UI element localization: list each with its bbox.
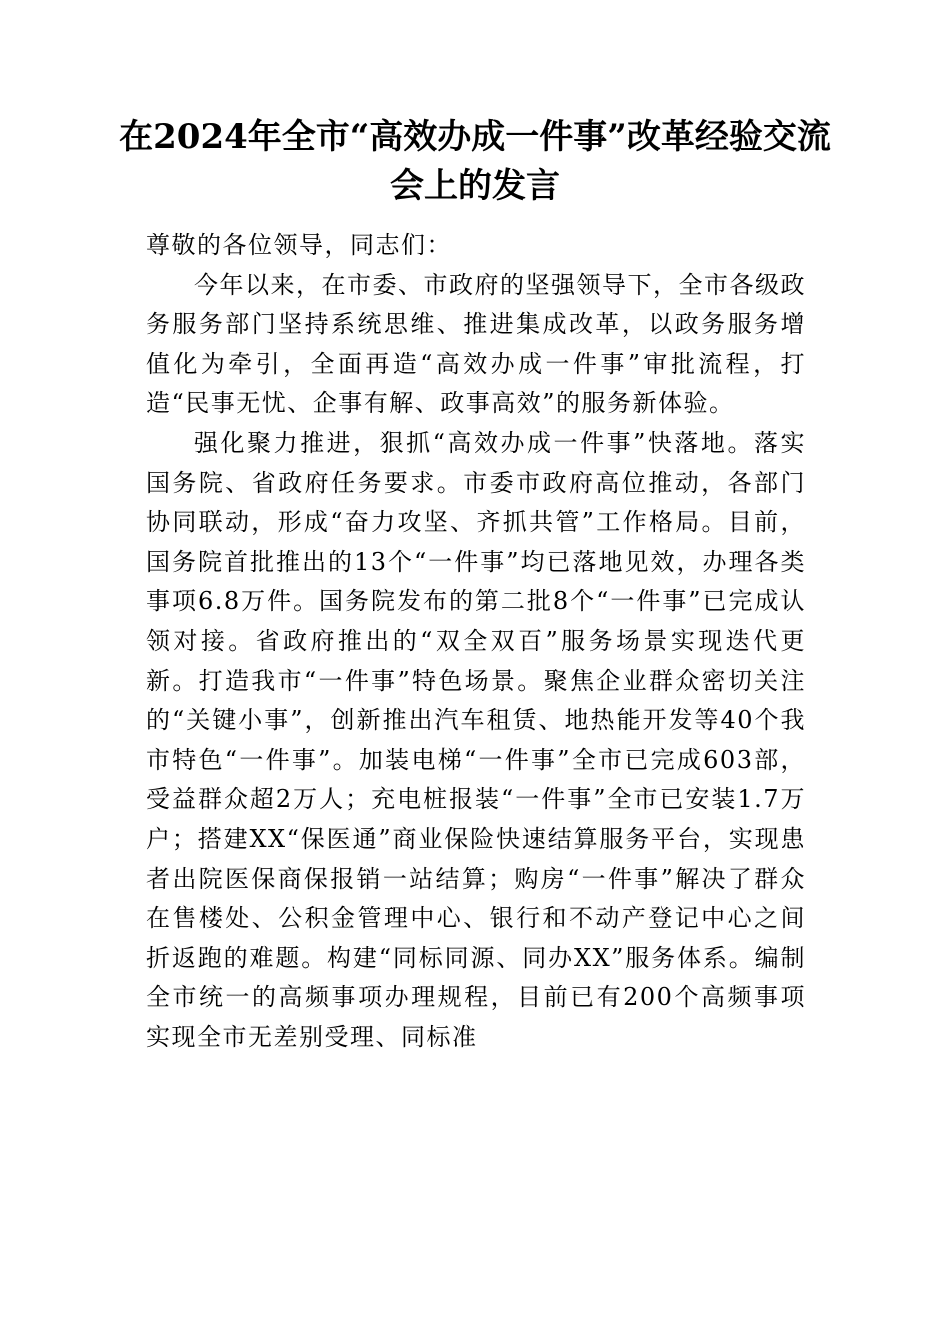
paragraph-intro: 今年以来，在市委、市政府的坚强领导下，全市各级政务服务部门坚持系统思维、推进集成改革，以政务服务增值化为牵引，全面再造“高效办成一件事”审批流程，打造“民事无忧、企事有解、政事高效”的服务新体验。 xyxy=(146,270,806,418)
salutation: 尊敬的各位领导，同志们： xyxy=(146,231,452,259)
paragraph-main: 强化聚力推进，狠抓“高效办成一件事”快落地。落实国务院、省政府任务要求。市委市政府高位推动，各部门协同联动，形成“奋力攻坚、齐抓共管”工作格局。目前，国务院首批推出的13个“一件事”均已落地见效，办理各类事项6.8万件。国务院发布的第二批8个“一件事”已完成认领对接。省政府推出的“双全双百”服务场景实现迭代更新。打造我市“一件事”特色场景。聚焦企业群众密切关注的“关键小事”，创新推出汽车租赁、地热能开发等40个我市特色“一件事”。加装电梯“一件事”全市已完成603部，受益群众超2万人；充电桩报装“一件事”全市已安装1.7万户；搭建XX“保医通”商业保险快速结算服务平台，实现患者出院医保商保报销一站结算；购房“一件事”解决了群众在售楼处、公积金管理中心、银行和不动产登记中心之间折返跑的难题。构建“同标同源、同办XX”服务体系。编制全市统一的高频事项办理规程，目前已有200个高频事项实现全市无差别受理、同标准 xyxy=(146,428,806,1051)
document-title: 在2024年全市“高效办成一件事”改革经验交流会上的发言 xyxy=(119,117,831,206)
document-body xyxy=(146,226,806,1057)
